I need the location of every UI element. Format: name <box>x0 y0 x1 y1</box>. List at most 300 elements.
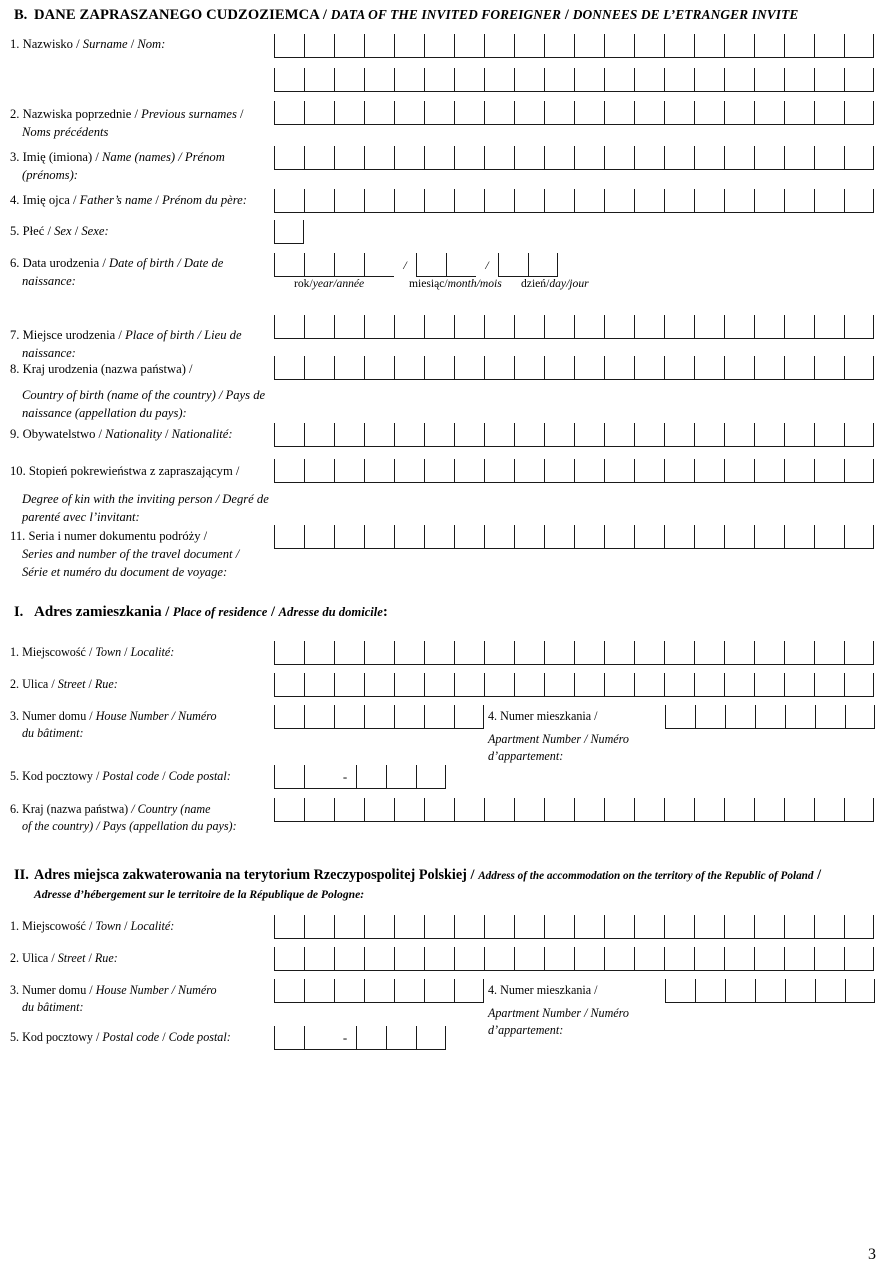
input-cell[interactable] <box>364 253 394 277</box>
input-date-of-birth[interactable] <box>274 253 558 277</box>
input-cell[interactable] <box>634 101 664 125</box>
input-cell[interactable] <box>454 189 484 213</box>
input-cell[interactable] <box>664 356 694 380</box>
input-cell[interactable] <box>664 798 694 822</box>
input-cell[interactable] <box>454 34 484 58</box>
input-cell[interactable] <box>814 641 844 665</box>
input-cell[interactable] <box>364 459 394 483</box>
input-cell[interactable] <box>784 423 814 447</box>
input-cell[interactable] <box>724 101 754 125</box>
input-cell[interactable] <box>304 915 334 939</box>
input-cell[interactable] <box>664 101 694 125</box>
input-cell[interactable] <box>394 315 424 339</box>
input-cell[interactable] <box>725 979 755 1003</box>
input-cell[interactable] <box>484 947 514 971</box>
input-cell[interactable] <box>274 1026 304 1050</box>
input-cell[interactable] <box>424 68 454 92</box>
input-cell[interactable] <box>514 947 544 971</box>
input-cell[interactable] <box>844 101 874 125</box>
input-cell[interactable] <box>484 101 514 125</box>
input-cell[interactable] <box>634 423 664 447</box>
input-cell[interactable] <box>304 459 334 483</box>
input-cell[interactable] <box>724 641 754 665</box>
input-cell[interactable] <box>784 101 814 125</box>
input-cell[interactable] <box>394 915 424 939</box>
input-cell[interactable] <box>484 525 514 549</box>
input-cell[interactable] <box>634 525 664 549</box>
input-cell[interactable] <box>694 34 724 58</box>
input-cell[interactable] <box>694 189 724 213</box>
input-cell[interactable] <box>574 68 604 92</box>
input-cell[interactable] <box>754 947 784 971</box>
input-cell[interactable] <box>694 68 724 92</box>
input-cell[interactable] <box>544 641 574 665</box>
input-cell[interactable] <box>544 525 574 549</box>
input-cell[interactable] <box>304 189 334 213</box>
input-cell[interactable] <box>304 1026 334 1050</box>
input-cell[interactable] <box>484 915 514 939</box>
input-cell[interactable] <box>814 34 844 58</box>
input-previous-surnames[interactable] <box>274 101 874 125</box>
input-cell[interactable] <box>394 68 424 92</box>
input-cell[interactable] <box>484 146 514 170</box>
input-cell[interactable] <box>784 356 814 380</box>
input-cell[interactable] <box>514 459 544 483</box>
input-cell[interactable] <box>544 34 574 58</box>
input-cell[interactable] <box>664 68 694 92</box>
input-cell[interactable] <box>274 68 304 92</box>
input-cell[interactable] <box>424 525 454 549</box>
input-cell[interactable] <box>364 34 394 58</box>
input-cell[interactable] <box>514 146 544 170</box>
input-cell[interactable] <box>394 947 424 971</box>
input-cell[interactable] <box>454 641 484 665</box>
input-res-house-number[interactable] <box>274 705 484 729</box>
input-cell[interactable] <box>574 101 604 125</box>
input-cell[interactable] <box>784 68 814 92</box>
input-cell[interactable] <box>544 798 574 822</box>
input-cell[interactable] <box>334 947 364 971</box>
input-cell[interactable] <box>814 101 844 125</box>
input-cell[interactable] <box>604 34 634 58</box>
input-cell[interactable] <box>364 101 394 125</box>
input-cell[interactable] <box>424 146 454 170</box>
input-cell[interactable] <box>514 189 544 213</box>
input-cell[interactable] <box>814 673 844 697</box>
input-cell[interactable] <box>454 423 484 447</box>
input-country-of-birth[interactable] <box>274 356 874 380</box>
input-cell[interactable] <box>394 356 424 380</box>
input-cell[interactable] <box>604 146 634 170</box>
input-cell[interactable] <box>634 34 664 58</box>
input-cell[interactable] <box>754 34 784 58</box>
input-cell[interactable] <box>484 68 514 92</box>
input-cell[interactable] <box>845 705 875 729</box>
input-cell[interactable] <box>454 356 484 380</box>
input-cell[interactable] <box>364 315 394 339</box>
input-cell[interactable] <box>604 189 634 213</box>
input-cell[interactable] <box>424 423 454 447</box>
input-cell[interactable] <box>754 146 784 170</box>
input-cell[interactable] <box>274 101 304 125</box>
input-cell[interactable] <box>454 798 484 822</box>
input-cell[interactable] <box>364 979 394 1003</box>
input-cell[interactable] <box>386 765 416 789</box>
input-cell[interactable] <box>574 315 604 339</box>
input-cell[interactable] <box>424 798 454 822</box>
input-cell[interactable] <box>634 146 664 170</box>
input-cell[interactable] <box>814 146 844 170</box>
input-cell[interactable] <box>815 979 845 1003</box>
input-cell[interactable] <box>454 68 484 92</box>
input-cell[interactable] <box>724 356 754 380</box>
input-cell[interactable] <box>514 798 544 822</box>
input-cell[interactable] <box>694 641 724 665</box>
input-cell[interactable] <box>334 673 364 697</box>
input-cell[interactable] <box>394 34 424 58</box>
input-cell[interactable] <box>754 641 784 665</box>
input-cell[interactable] <box>755 979 785 1003</box>
input-cell[interactable] <box>815 705 845 729</box>
input-cell[interactable] <box>724 525 754 549</box>
input-cell[interactable] <box>484 423 514 447</box>
input-cell[interactable] <box>544 189 574 213</box>
input-cell[interactable] <box>424 459 454 483</box>
input-cell[interactable] <box>454 525 484 549</box>
input-cell[interactable] <box>364 68 394 92</box>
input-cell[interactable] <box>724 189 754 213</box>
input-cell[interactable] <box>304 979 334 1003</box>
input-cell[interactable] <box>274 315 304 339</box>
input-cell[interactable] <box>574 673 604 697</box>
input-cell[interactable] <box>514 68 544 92</box>
input-cell[interactable] <box>784 673 814 697</box>
input-cell[interactable] <box>574 525 604 549</box>
input-cell[interactable] <box>844 356 874 380</box>
input-cell[interactable] <box>694 798 724 822</box>
input-cell[interactable] <box>484 356 514 380</box>
input-cell[interactable] <box>334 68 364 92</box>
input-cell[interactable] <box>484 459 514 483</box>
input-cell[interactable] <box>454 101 484 125</box>
input-cell[interactable] <box>784 798 814 822</box>
input-travel-document[interactable] <box>274 525 874 549</box>
input-cell[interactable] <box>724 68 754 92</box>
input-cell[interactable] <box>724 459 754 483</box>
input-cell[interactable] <box>784 146 814 170</box>
input-cell[interactable] <box>724 798 754 822</box>
input-cell[interactable] <box>695 705 725 729</box>
input-cell[interactable] <box>574 356 604 380</box>
input-cell[interactable] <box>514 641 544 665</box>
input-cell[interactable] <box>694 101 724 125</box>
input-res-country[interactable] <box>274 798 874 822</box>
input-cell[interactable] <box>634 315 664 339</box>
input-cell[interactable] <box>724 423 754 447</box>
input-cell[interactable] <box>544 101 574 125</box>
input-cell[interactable] <box>416 1026 446 1050</box>
input-cell[interactable] <box>634 189 664 213</box>
input-cell[interactable] <box>514 34 544 58</box>
input-cell[interactable] <box>304 705 334 729</box>
input-cell[interactable] <box>574 915 604 939</box>
input-cell[interactable] <box>304 315 334 339</box>
input-cell[interactable] <box>784 641 814 665</box>
input-cell[interactable] <box>514 915 544 939</box>
input-cell[interactable] <box>274 705 304 729</box>
input-cell[interactable] <box>604 356 634 380</box>
input-cell[interactable] <box>574 798 604 822</box>
input-cell[interactable] <box>574 423 604 447</box>
input-cell[interactable] <box>274 525 304 549</box>
input-cell[interactable] <box>785 979 815 1003</box>
input-cell[interactable] <box>334 146 364 170</box>
input-cell[interactable] <box>334 356 364 380</box>
input-cell[interactable] <box>334 34 364 58</box>
input-cell[interactable] <box>814 525 844 549</box>
input-cell[interactable] <box>604 947 634 971</box>
input-cell[interactable] <box>664 423 694 447</box>
input-cell[interactable] <box>424 101 454 125</box>
input-cell[interactable] <box>694 146 724 170</box>
input-cell[interactable] <box>784 315 814 339</box>
input-cell[interactable] <box>844 315 874 339</box>
input-cell[interactable] <box>814 356 844 380</box>
input-cell[interactable] <box>364 673 394 697</box>
input-cell[interactable] <box>634 68 664 92</box>
input-cell[interactable] <box>604 673 634 697</box>
input-cell[interactable] <box>634 947 664 971</box>
input-surname-row1[interactable] <box>274 34 874 58</box>
input-cell[interactable] <box>274 220 304 244</box>
input-cell[interactable] <box>814 423 844 447</box>
input-cell[interactable] <box>484 798 514 822</box>
input-cell[interactable] <box>446 253 476 277</box>
input-cell[interactable] <box>424 189 454 213</box>
input-cell[interactable] <box>725 705 755 729</box>
input-cell[interactable] <box>604 423 634 447</box>
input-cell[interactable] <box>664 146 694 170</box>
input-cell[interactable] <box>544 673 574 697</box>
input-acc-apartment-number[interactable] <box>665 979 875 1003</box>
input-cell[interactable] <box>544 947 574 971</box>
input-cell[interactable] <box>694 459 724 483</box>
input-cell[interactable] <box>334 459 364 483</box>
input-cell[interactable] <box>694 356 724 380</box>
input-cell[interactable] <box>574 459 604 483</box>
input-cell[interactable] <box>634 673 664 697</box>
input-fathers-name[interactable] <box>274 189 874 213</box>
input-cell[interactable] <box>844 189 874 213</box>
input-cell[interactable] <box>694 315 724 339</box>
input-cell[interactable] <box>544 915 574 939</box>
input-cell[interactable] <box>304 765 334 789</box>
input-cell[interactable] <box>514 315 544 339</box>
input-cell[interactable] <box>574 189 604 213</box>
input-cell[interactable] <box>724 947 754 971</box>
input-cell[interactable] <box>304 525 334 549</box>
input-acc-house-number[interactable] <box>274 979 484 1003</box>
input-cell[interactable] <box>274 356 304 380</box>
input-cell[interactable] <box>664 673 694 697</box>
input-res-town[interactable] <box>274 641 874 665</box>
input-cell[interactable] <box>304 673 334 697</box>
input-cell[interactable] <box>356 1026 386 1050</box>
input-cell[interactable] <box>424 315 454 339</box>
input-cell[interactable] <box>304 68 334 92</box>
input-cell[interactable] <box>814 68 844 92</box>
input-cell[interactable] <box>364 189 394 213</box>
input-cell[interactable] <box>304 146 334 170</box>
input-cell[interactable] <box>754 915 784 939</box>
input-cell[interactable] <box>394 979 424 1003</box>
input-cell[interactable] <box>364 146 394 170</box>
input-cell[interactable] <box>664 947 694 971</box>
input-cell[interactable] <box>274 979 304 1003</box>
input-cell[interactable] <box>574 947 604 971</box>
input-cell[interactable] <box>304 423 334 447</box>
input-cell[interactable] <box>274 947 304 971</box>
input-cell[interactable] <box>544 68 574 92</box>
input-cell[interactable] <box>364 423 394 447</box>
input-surname-row2[interactable] <box>274 68 874 92</box>
input-res-postal-code[interactable] <box>274 765 446 789</box>
input-cell[interactable] <box>664 915 694 939</box>
input-cell[interactable] <box>844 947 874 971</box>
input-cell[interactable] <box>665 705 695 729</box>
input-res-apartment-number[interactable] <box>665 705 875 729</box>
input-cell[interactable] <box>814 315 844 339</box>
input-cell[interactable] <box>274 34 304 58</box>
input-cell[interactable] <box>785 705 815 729</box>
input-cell[interactable] <box>814 947 844 971</box>
input-cell[interactable] <box>334 525 364 549</box>
input-cell[interactable] <box>784 459 814 483</box>
input-cell[interactable] <box>604 68 634 92</box>
input-cell[interactable] <box>394 146 424 170</box>
input-cell[interactable] <box>604 459 634 483</box>
input-cell[interactable] <box>844 146 874 170</box>
input-cell[interactable] <box>364 525 394 549</box>
input-cell[interactable] <box>754 101 784 125</box>
input-place-of-birth[interactable] <box>274 315 874 339</box>
input-cell[interactable] <box>334 253 364 277</box>
input-cell[interactable] <box>814 459 844 483</box>
input-cell[interactable] <box>274 189 304 213</box>
input-cell[interactable] <box>304 641 334 665</box>
input-cell[interactable] <box>784 34 814 58</box>
input-cell[interactable] <box>754 673 784 697</box>
input-cell[interactable] <box>394 641 424 665</box>
input-cell[interactable] <box>814 189 844 213</box>
input-cell[interactable] <box>664 641 694 665</box>
input-cell[interactable] <box>274 915 304 939</box>
input-cell[interactable] <box>498 253 528 277</box>
input-cell[interactable] <box>454 947 484 971</box>
input-cell[interactable] <box>845 979 875 1003</box>
input-cell[interactable] <box>754 68 784 92</box>
input-cell[interactable] <box>574 146 604 170</box>
input-cell[interactable] <box>544 356 574 380</box>
input-cell[interactable] <box>544 459 574 483</box>
input-cell[interactable] <box>754 189 784 213</box>
input-degree-of-kin[interactable] <box>274 459 874 483</box>
input-cell[interactable] <box>755 705 785 729</box>
input-cell[interactable] <box>274 146 304 170</box>
input-cell[interactable] <box>844 525 874 549</box>
input-cell[interactable] <box>364 798 394 822</box>
input-cell[interactable] <box>695 979 725 1003</box>
input-cell[interactable] <box>844 34 874 58</box>
input-cell[interactable] <box>514 673 544 697</box>
input-cell[interactable] <box>424 947 454 971</box>
input-cell[interactable] <box>528 253 558 277</box>
input-cell[interactable] <box>334 979 364 1003</box>
input-cell[interactable] <box>814 798 844 822</box>
input-cell[interactable] <box>754 423 784 447</box>
input-cell[interactable] <box>544 423 574 447</box>
input-cell[interactable] <box>664 189 694 213</box>
input-cell[interactable] <box>484 673 514 697</box>
input-cell[interactable] <box>334 798 364 822</box>
input-cell[interactable] <box>394 189 424 213</box>
input-cell[interactable] <box>604 525 634 549</box>
input-cell[interactable] <box>274 423 304 447</box>
input-cell[interactable] <box>274 641 304 665</box>
input-cell[interactable] <box>304 947 334 971</box>
input-cell[interactable] <box>304 34 334 58</box>
input-cell[interactable] <box>694 915 724 939</box>
input-cell[interactable] <box>394 101 424 125</box>
input-cell[interactable] <box>664 459 694 483</box>
input-cell[interactable] <box>364 705 394 729</box>
input-cell[interactable] <box>364 947 394 971</box>
input-cell[interactable] <box>514 423 544 447</box>
input-cell[interactable] <box>394 798 424 822</box>
input-cell[interactable] <box>844 68 874 92</box>
input-cell[interactable] <box>304 798 334 822</box>
input-cell[interactable] <box>664 315 694 339</box>
input-cell[interactable] <box>724 673 754 697</box>
input-cell[interactable] <box>454 146 484 170</box>
input-cell[interactable] <box>274 673 304 697</box>
input-cell[interactable] <box>844 641 874 665</box>
input-acc-street[interactable] <box>274 947 874 971</box>
input-cell[interactable] <box>304 253 334 277</box>
input-cell[interactable] <box>664 34 694 58</box>
input-cell[interactable] <box>334 315 364 339</box>
input-given-names[interactable] <box>274 146 874 170</box>
input-cell[interactable] <box>754 798 784 822</box>
input-cell[interactable] <box>274 253 304 277</box>
input-cell[interactable] <box>424 673 454 697</box>
input-cell[interactable] <box>724 915 754 939</box>
input-cell[interactable] <box>364 915 394 939</box>
input-cell[interactable] <box>514 356 544 380</box>
input-cell[interactable] <box>784 947 814 971</box>
input-cell[interactable] <box>604 101 634 125</box>
input-cell[interactable] <box>784 525 814 549</box>
input-cell[interactable] <box>484 189 514 213</box>
input-cell[interactable] <box>754 356 784 380</box>
input-cell[interactable] <box>844 673 874 697</box>
input-cell[interactable] <box>386 1026 416 1050</box>
input-res-street[interactable] <box>274 673 874 697</box>
input-cell[interactable] <box>394 459 424 483</box>
input-cell[interactable] <box>784 915 814 939</box>
input-cell[interactable] <box>274 798 304 822</box>
input-acc-postal-code[interactable] <box>274 1026 446 1050</box>
